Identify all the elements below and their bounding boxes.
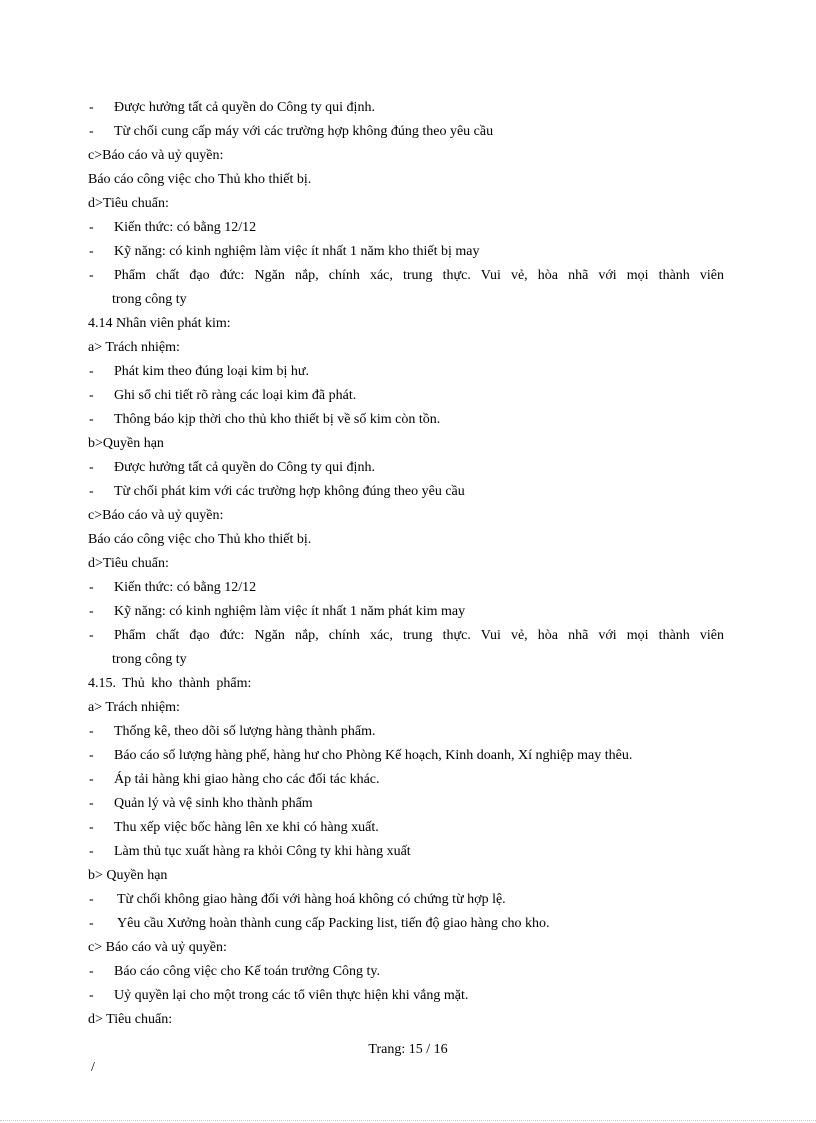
line-text: Thông báo kịp thời cho thủ kho thiết bị về số kim còn tồn. [114, 412, 441, 427]
bullet-dash: - [89, 484, 94, 499]
paragraph-line [0, 336, 816, 360]
line-text: Phẩm chất đạo đức: Ngăn nắp, chính xác, trung thực. Vui vẻ, hòa nhã với mọi thành viên [114, 628, 724, 643]
line-text: Uỷ quyền lại cho một trong các tổ viên thực hiện khi vắng mặt. [114, 988, 469, 1003]
bullet-dash: - [89, 892, 94, 907]
line-text: Được hưởng tất cả quyền do Công ty qui định. [114, 460, 375, 475]
bullet-dash: - [89, 580, 94, 595]
line-text: Được hưởng tất cả quyền do Công ty qui định. [114, 100, 375, 115]
line-text: Báo cáo số lượng hàng phế, hàng hư cho Phòng Kế hoạch, Kinh doanh, Xí nghiệp may thêu. [114, 748, 633, 763]
paragraph-line [0, 192, 816, 216]
bullet-dash: - [89, 724, 94, 739]
line-text: Kiến thức: có bằng 12/12 [114, 220, 257, 235]
list-item [0, 744, 816, 768]
line-text: Phát kim theo đúng loại kim bị hư. [114, 364, 310, 379]
list-item [0, 120, 816, 144]
bullet-dash: - [89, 964, 94, 979]
footer-mark: / [91, 1060, 95, 1075]
paragraph-line [0, 696, 816, 720]
line-text: 4.15. Thủ kho thành phẩm: [88, 676, 252, 691]
list-item [0, 408, 816, 432]
list-item [0, 600, 816, 624]
bullet-dash: - [89, 220, 94, 235]
bullet-dash: - [89, 916, 94, 931]
list-item [0, 792, 816, 816]
bullet-dash: - [89, 748, 94, 763]
line-text: Báo cáo công việc cho Thủ kho thiết bị. [88, 172, 312, 187]
list-item [0, 960, 816, 984]
list-item [0, 888, 816, 912]
list-item [0, 360, 816, 384]
bullet-dash: - [89, 100, 94, 115]
line-text: c>Báo cáo và uỷ quyền: [88, 508, 224, 523]
bullet-dash: - [89, 844, 94, 859]
line-text: a> Trách nhiệm: [88, 700, 180, 715]
line-text: c>Báo cáo và uỷ quyền: [88, 148, 224, 163]
paragraph-line [0, 864, 816, 888]
page-number: Trang: 15 / 16 [368, 1042, 448, 1057]
bullet-dash: - [89, 244, 94, 259]
paragraph-line [0, 552, 816, 576]
line-text: Từ chối cung cấp máy với các trường hợp không đúng theo yêu cầu [114, 124, 494, 139]
list-item [0, 624, 816, 648]
bullet-dash: - [89, 604, 94, 619]
paragraph-line [0, 144, 816, 168]
document-body [0, 96, 816, 1032]
bullet-dash: - [89, 988, 94, 1003]
line-text: 4.14 Nhân viên phát kim: [88, 316, 231, 331]
bullet-dash: - [89, 268, 94, 283]
line-text: Ghi sổ chi tiết rõ ràng các loại kim đã phát. [114, 388, 357, 403]
bullet-dash: - [89, 460, 94, 475]
line-text: Làm thủ tục xuất hàng ra khỏi Công ty khi hàng xuất [114, 844, 411, 859]
list-item [0, 768, 816, 792]
bullet-dash: - [89, 412, 94, 427]
line-text: Kỹ năng: có kinh nghiệm làm việc ít nhất 1 năm kho thiết bị may [114, 244, 480, 259]
line-text: d> Tiêu chuẩn: [88, 1012, 173, 1027]
list-item [0, 576, 816, 600]
paragraph-line [0, 936, 816, 960]
paragraph-line [0, 504, 816, 528]
paragraph-line [0, 312, 816, 336]
list-item [0, 720, 816, 744]
line-text: c> Báo cáo và uỷ quyền: [88, 940, 227, 955]
paragraph-line [0, 432, 816, 456]
list-item [0, 264, 816, 288]
bullet-dash: - [89, 772, 94, 787]
paragraph-line [0, 1008, 816, 1032]
line-text: Từ chối phát kim với các trường hợp không đúng theo yêu cầu [114, 484, 465, 499]
list-item [0, 240, 816, 264]
line-text: Áp tải hàng khi giao hàng cho các đối tác khác. [114, 772, 380, 787]
line-text: trong công ty [112, 652, 187, 667]
bullet-dash: - [89, 796, 94, 811]
line-text: Báo cáo công việc cho Kế toán trưởng Công ty. [114, 964, 381, 979]
list-item [0, 840, 816, 864]
line-text: trong công ty [112, 292, 187, 307]
list-item [0, 384, 816, 408]
list-item [0, 816, 816, 840]
list-item [0, 912, 816, 936]
line-text: b> Quyền hạn [88, 868, 168, 883]
line-text: Kiến thức: có bằng 12/12 [114, 580, 257, 595]
line-text: d>Tiêu chuẩn: [88, 196, 169, 211]
list-item [0, 480, 816, 504]
list-item [0, 96, 816, 120]
line-text: Kỹ năng: có kinh nghiệm làm việc ít nhất 1 năm phát kim may [114, 604, 466, 619]
line-text: Quản lý và vệ sinh kho thành phẩm [114, 796, 313, 811]
paragraph-line [0, 168, 816, 192]
paragraph-line [0, 288, 816, 312]
bullet-dash: - [89, 388, 94, 403]
list-item [0, 216, 816, 240]
section-heading [0, 672, 816, 696]
line-text: Từ chối không giao hàng đối với hàng hoá không có chứng từ hợp lệ. [117, 892, 506, 907]
bullet-dash: - [89, 364, 94, 379]
line-text: Báo cáo công việc cho Thủ kho thiết bị. [88, 532, 312, 547]
list-item [0, 984, 816, 1008]
line-text: b>Quyền hạn [88, 436, 164, 451]
bullet-dash: - [89, 124, 94, 139]
line-text: Yêu cầu Xưởng hoàn thành cung cấp Packing list, tiến độ giao hàng cho kho. [117, 916, 550, 931]
line-text: Thu xếp việc bốc hàng lên xe khi có hàng xuất. [114, 820, 379, 835]
paragraph-line [0, 648, 816, 672]
line-text: Phẩm chất đạo đức: Ngăn nắp, chính xác, trung thực. Vui vẻ, hòa nhã với mọi thành viên [114, 268, 724, 283]
bullet-dash: - [89, 628, 94, 643]
bullet-dash: - [89, 820, 94, 835]
list-item [0, 456, 816, 480]
line-text: Thống kê, theo dõi số lượng hàng thành phẩm. [114, 724, 376, 739]
paragraph-line [0, 528, 816, 552]
line-text: a> Trách nhiệm: [88, 340, 180, 355]
line-text: d>Tiêu chuẩn: [88, 556, 169, 571]
page-edge-divider [0, 1120, 816, 1121]
